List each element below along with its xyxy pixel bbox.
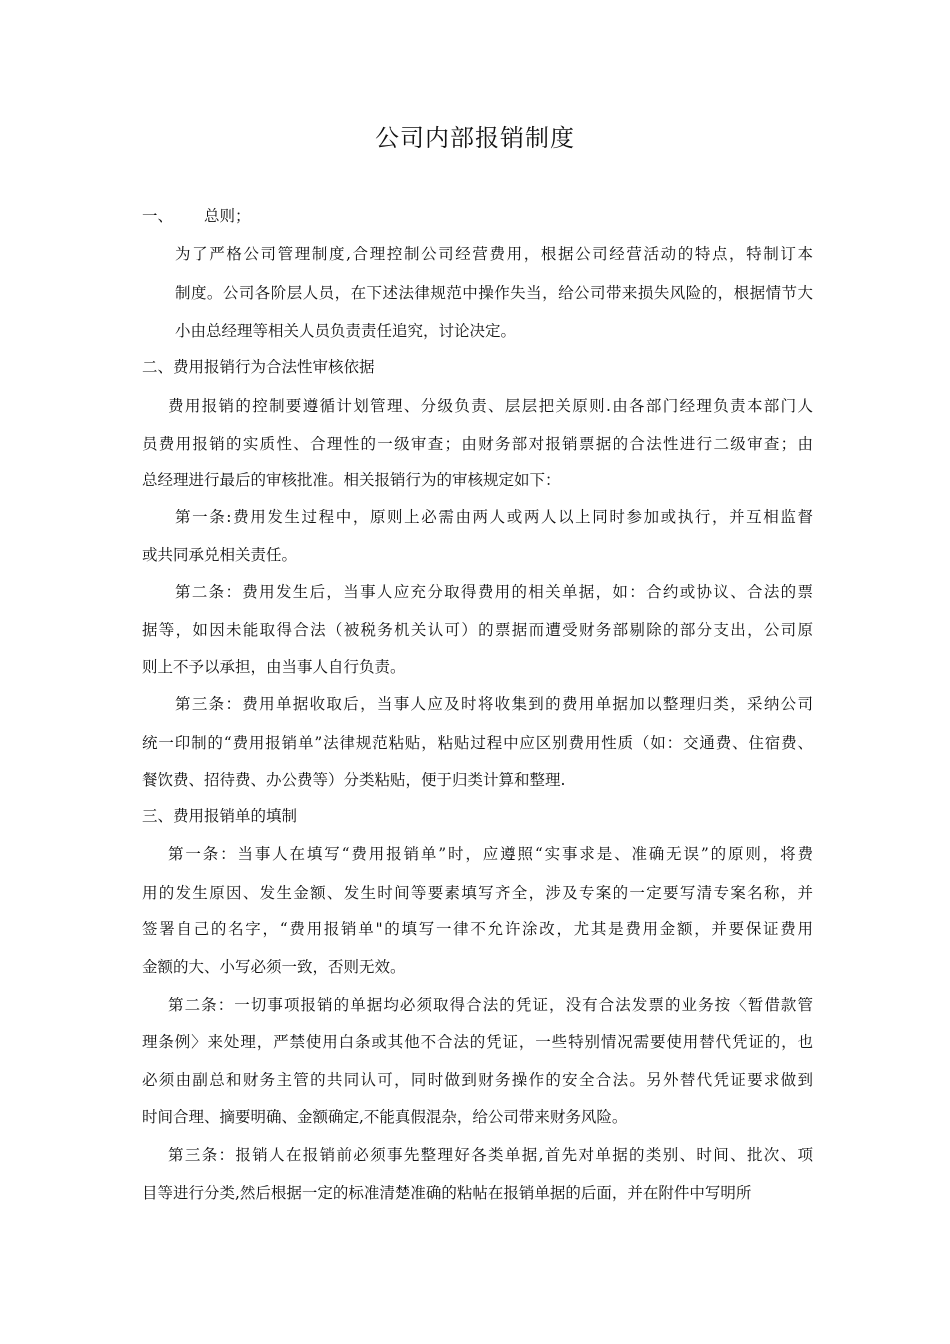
paragraph-line: 第二条：费用发生后，当事人应充分取得费用的相关单据，如：合约或协议、合法的票	[175, 583, 813, 601]
paragraph-line: 目等进行分类,然后根据一定的标准清楚准确的粘帖在报销单据的后面，并在附件中写明所	[142, 1184, 752, 1202]
section-number: 一、	[142, 207, 174, 225]
paragraph-line: 第一条：当事人在填写“费用报销单”时，应遵照“实事求是、准确无误”的原则，将费	[168, 845, 813, 863]
paragraph-line: 费用报销的控制要遵循计划管理、分级负责、层层把关原则.由各部门经理负责本部门人	[168, 397, 813, 415]
paragraph-line: 第三条：费用单据收取后，当事人应及时将收集到的费用单据加以整理归类，采纳公司	[175, 695, 813, 713]
paragraph-line: 餐饮费、招待费、办公费等）分类粘贴，便于归类计算和整理.	[142, 771, 566, 789]
paragraph-line: 员费用报销的实质性、合理性的一级审查；由财务部对报销票据的合法性进行二级审查；由	[142, 435, 813, 453]
section-heading: 三、费用报销单的填制	[142, 807, 298, 825]
paragraph-line: 或共同承兑相关责任。	[142, 546, 298, 564]
paragraph-line: 用的发生原因、发生金额、发生时间等要素填写齐全，涉及专案的一定要写清专案名称，并	[142, 884, 813, 902]
document-title: 公司内部报销制度	[375, 124, 575, 152]
paragraph-line: 小由总经理等相关人员负责责任追究，讨论决定。	[175, 322, 517, 340]
section-heading: 二、费用报销行为合法性审核依据	[142, 358, 375, 376]
paragraph-line: 签署自己的名字，“费用报销单"的填写一律不允许涂改，尤其是费用金额，并要保证费用	[142, 920, 813, 938]
paragraph-line: 第三条：报销人在报销前必须事先整理好各类单据,首先对单据的类别、时间、批次、项	[168, 1146, 813, 1164]
paragraph-line: 必须由副总和财务主管的共同认可，同时做到财务操作的安全合法。另外替代凭证要求做到	[142, 1071, 813, 1089]
paragraph-line: 统一印制的“费用报销单”法律规范粘贴，粘贴过程中应区别费用性质（如：交通费、住宿费、	[142, 734, 813, 752]
paragraph-line: 第二条：一切事项报销的单据均必须取得合法的凭证，没有合法发票的业务按〈暂借款管	[168, 996, 813, 1014]
paragraph-line: 总经理进行最后的审核批准。相关报销行为的审核规定如下：	[142, 471, 561, 489]
paragraph-line: 据等，如因未能取得合法（被税务机关认可）的票据而遭受财务部剔除的部分支出，公司原	[142, 621, 813, 639]
paragraph-line: 为了严格公司管理制度,合理控制公司经营费用，根据公司经营活动的特点，特制订本	[175, 245, 813, 263]
paragraph-line: 则上不予以承担，由当事人自行负责。	[142, 658, 406, 676]
paragraph-line: 时间合理、摘要明确、金额确定,不能真假混杂，给公司带来财务风险。	[142, 1108, 628, 1126]
paragraph-line: 理条例〉来处理，严禁使用白条或其他不合法的凭证，一些特别情况需要使用替代凭证的，也	[142, 1033, 813, 1051]
paragraph-line: 第一条:费用发生过程中，原则上必需由两人或两人以上同时参加或执行，并互相监督	[175, 508, 813, 526]
paragraph-line: 制度。公司各阶层人员，在下述法律规范中操作失当，给公司带来损失风险的，根据情节大	[175, 284, 813, 302]
section-heading: 总则；	[204, 207, 251, 225]
paragraph-line: 金额的大、小写必须一致，否则无效。	[142, 958, 406, 976]
